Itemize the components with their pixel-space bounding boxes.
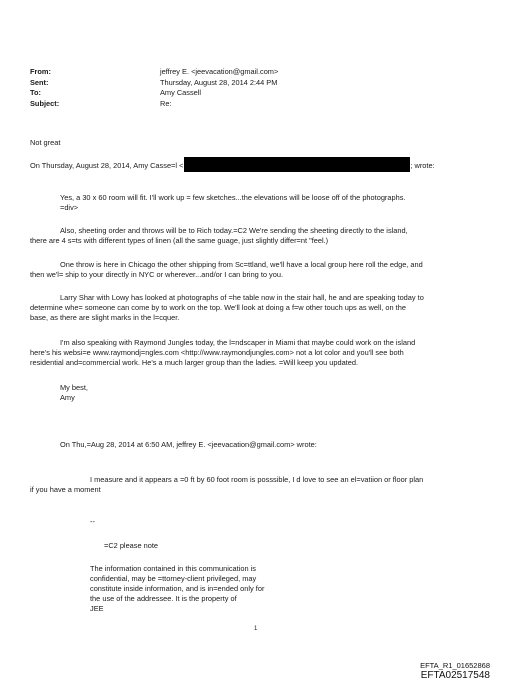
q2-line-1: I measure and it appears a =0 ft by 60 foot room is posssible, I d love to see an el=vatiion or floor plan — [90, 475, 424, 484]
p4-line-2: determine whe= someone can come by to work on the top. We'll look at doing a f=w other touch ups as well, on the — [30, 303, 406, 312]
quote-intro-before: On Thursday, August 28, 2014, Amy Casse=l < — [30, 161, 184, 170]
to-label: To: — [30, 88, 41, 97]
p2-line-1: Also, sheeting order and throws will be to Rich today.=C2 We're sending the sheeting directly to the island, — [60, 226, 408, 235]
p5-line-3: residential and=commercial work. He's a much larger group than the ladies. =Will keep you updated. — [30, 358, 359, 367]
subject-value: Re: — [160, 98, 172, 108]
p5-line-2: here's his websi=e www.raymondj=ngles.com <http://www.raymondjungles.com> not a lot color and you'll see both — [30, 348, 404, 357]
paragraph-1 — [60, 193, 405, 213]
paragraph-2 — [30, 226, 408, 246]
paragraph-3 — [30, 260, 423, 280]
confidentiality-notice — [90, 564, 264, 614]
footer-id-1: EFTA_R1_01652868 — [420, 661, 490, 670]
reply-text: Not great — [30, 138, 61, 147]
paragraph-4 — [30, 293, 424, 323]
p1-line-2: =div> — [60, 203, 79, 212]
signature-line-1: My best, — [60, 383, 88, 392]
quote2-body — [30, 475, 423, 495]
conf-line-2: confidential, may be =ttorney-client privileged, may — [90, 574, 257, 583]
header-to-row — [30, 88, 278, 99]
header-subject-row — [30, 99, 278, 110]
from-label: From: — [30, 67, 51, 76]
header-sent-row — [30, 78, 278, 89]
from-value: jeffrey E. <jeevacation@gmail.com> — [160, 67, 279, 76]
quote-intro — [30, 157, 435, 172]
p4-line-3: base, as there are slight marks in the l=cquer. — [30, 313, 180, 322]
page-number: 1 — [254, 626, 258, 632]
conf-line-1: The information contained in this communication is — [90, 564, 256, 573]
p3-line-2: then we'l= ship to your directly in NYC or wherever...and/or I can bring to you. — [30, 270, 284, 279]
dash-separator: -- — [90, 517, 95, 526]
sent-label: Sent: — [30, 77, 49, 87]
footer-id-2: EFTA02517548 — [420, 670, 490, 681]
p1-line-1: Yes, a 30 x 60 room will fit. I'll work up = few sketches...the elevations will be loose off of the photographs. — [60, 193, 406, 202]
signature-line-2: Amy — [60, 393, 75, 402]
signature — [60, 383, 88, 403]
sent-value: Thursday, August 28, 2014 2:44 PM — [160, 77, 278, 87]
email-header — [30, 67, 278, 109]
conf-line-5: JEE — [90, 604, 104, 613]
conf-line-3: constitute inside information, and is in=ended only for — [90, 584, 265, 593]
paragraph-5 — [30, 338, 415, 368]
p5-line-1: I'm also speaking with Raymond Jungles today, the l=ndscaper in Miami that maybe could work on the island — [60, 338, 416, 347]
quote-intro-after: ; wrote: — [410, 161, 435, 170]
redaction-box — [184, 157, 410, 172]
to-value: Amy Cassell — [160, 88, 202, 97]
header-from-row — [30, 67, 278, 78]
q2-line-2: if you have a moment — [30, 485, 101, 494]
quote2-intro: On Thu,=Aug 28, 2014 at 6:50 AM, jeffrey E. <jeevacation@gmail.com> wrote: — [60, 440, 317, 449]
subject-label: Subject: — [30, 98, 60, 108]
p4-line-1: Larry Shar with Lowy has looked at photographs of =he table now in the stair hall, he and are speaking today to — [60, 293, 424, 302]
p2-line-2: there are 4 s=ts with different types of linen (all the same guage, just slightly differ=nt "feel.) — [30, 236, 329, 245]
p3-line-1: One throw is here in Chicago the other shipping from Sc=ttland, we'll have a local group here roll the edge, and — [60, 260, 423, 269]
conf-line-4: the use of the addressee. It is the property of — [90, 594, 237, 603]
please-note: =C2 please note — [104, 541, 159, 550]
